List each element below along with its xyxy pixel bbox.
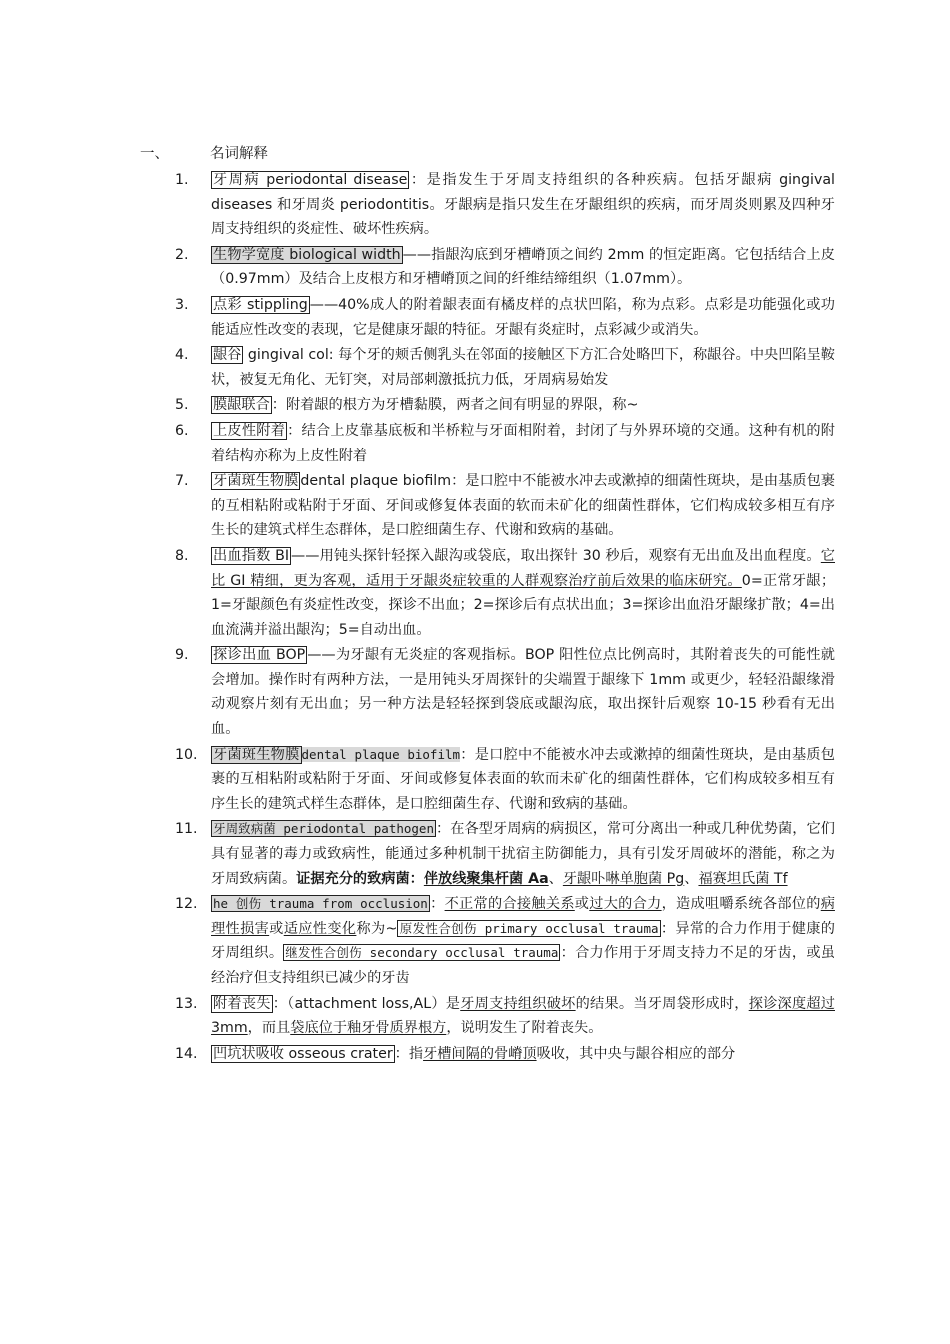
underlined-phrase: 牙龈卟啉单胞菌 Pg [562,870,685,887]
item-number: 5. [175,397,189,414]
boxed-term: 原发性合创伤 primary occlusal trauma [399,920,659,936]
text-run: ——为牙龈有无炎症的客观指标。BOP 阳性位点比例高时，其附着丧失的可能性就会增加。操作时有两种方法，一是用钝头牙周探针的尖端置于龈缘下 1mm 或更少，轻轻沿龈缘滑动观察片刻有无出血；另一种方法是轻轻探到袋底或龈沟底，取出探针后观察 10-15 秒看有无出血。 [211,647,835,738]
text-run: ：在各型牙周病的病损区，常可分离出一种或几种优势菌，它们具有显著的毒力或致病性，能通过多种机制干扰宿主防御能力，具有引发牙周破坏的潜能，称之为牙周致病菌。 [211,821,835,887]
text-run: 证据充分的致病菌： [296,870,424,887]
item-text [211,469,835,543]
text-run: 吸收，其中央与龈谷相应的部分 [536,1045,736,1062]
item-text [211,643,835,741]
item-number: 9. [175,647,189,664]
item-text [211,293,835,342]
underlined-phrase: 伴放线聚集杆菌 Aa [423,870,549,887]
item-text [211,1042,835,1067]
boxed-term: 点彩 stippling [213,296,308,313]
definition-item [175,393,835,418]
boxed-term: 牙菌斑生物膜 [213,746,300,763]
boxed-term: 生物学宽度 biological width [213,246,401,263]
section-title: 名词解释 [210,146,268,162]
text-run: 或 [574,896,590,913]
text-run: ：异常的合力作用于健康的牙周组织。 [211,920,835,962]
text-run: ——指龈沟底到牙槽嵴顶之间约 2mm 的恒定距离。它包括结合上皮（0.97mm）及结合上皮根方和牙槽嵴顶之间的纤维结缔组织（1.07mm）。 [211,246,835,288]
text-run: ：合力作用于牙周支持力不足的牙齿，或虽经治疗但支持组织已减少的牙齿 [211,945,835,986]
boxed-term: 牙菌斑生物膜 [213,473,299,490]
text-run: 、 [684,870,699,887]
definition-item [175,892,835,990]
text-run: ： [429,896,445,913]
definition-item [175,419,835,468]
item-text [211,817,835,891]
item-text [211,343,835,392]
text-run: ，而且 [247,1020,291,1037]
text-run: ：指 [394,1045,424,1062]
item-number: 6. [175,422,189,439]
definition-item [175,743,835,817]
item-number: 10. [175,746,198,763]
item-number: 12. [175,896,198,913]
underlined-phrase: 过大的合力 [589,896,662,913]
definition-item [175,293,835,342]
section-number: 一、 [140,146,169,162]
underlined-phrase: 福赛坦氏菌 Tf [698,870,788,887]
definition-item [175,643,835,741]
definition-item [175,544,835,642]
text-run: ，造成咀嚼系统各部位的 [661,896,821,913]
underlined-phrase: 探诊深度超过 3mm [211,995,835,1037]
item-text [211,419,835,468]
underlined-phrase: 牙槽间隔的骨嵴顶 [423,1045,537,1062]
text-run: ——用钝头探针轻探入龈沟或袋底，取出探针 30 秒后，观察有无出血及出血程度。 [291,547,821,564]
item-text [211,892,835,990]
boxed-term: 附着丧失 [213,995,271,1012]
item-text [211,743,835,817]
text-run: ：（attachment loss,AL）是 [272,995,461,1012]
text-run: 0=正常牙龈；1=牙龈颜色有炎症性改变，探诊不出血；2=探诊后有点状出血；3=探诊出血沿牙龈缘扩散；4=出血流满并溢出龈沟；5=自动出血。 [211,572,836,638]
definition-item [175,469,835,543]
text-run: 称为~ [356,920,398,937]
text-run: dental plaque biofilm：是口腔中不能被水冲去或漱掉的细菌性斑块，是由基质包裹的互相粘附或粘附于牙面、牙间或修复体表面的软而未矿化的细菌性群体，它们构成较多相互有序生长的建筑式样生态群体，是口腔细菌生存、代谢和致病的基础。 [211,473,835,539]
item-text [211,544,835,642]
text-run: ，说明发生了附着丧失。 [446,1020,603,1037]
definition-item [175,1042,835,1067]
item-number: 4. [175,347,189,364]
item-number: 8. [175,547,189,564]
definition-item [175,817,835,891]
boxed-term: 凹坑状吸收 osseous crater [213,1045,393,1062]
definition-item [175,992,835,1041]
boxed-term: 龈谷 [213,347,242,364]
boxed-term: 上皮性附着 [213,422,286,439]
underlined-phrase: 它比 GI 精细，更为客观，适用于牙龈炎症较重的人群观察治疗前后效果的临床研究。 [211,547,835,589]
item-number: 7. [175,473,189,490]
boxed-term: 探诊出血 BOP [213,647,306,664]
item-number: 14. [175,1045,198,1062]
item-text [211,168,835,242]
definition-item [175,243,835,292]
text-run: ：结合上皮靠基底板和半桥粒与牙面相附着，封闭了与外界环境的交通。这种有机的附着结构亦称为上皮性附着 [211,422,835,464]
text-run: ：是指发生于牙周支持组织的各种疾病。包括牙龈病 gingival diseases 和牙周炎 periodontitis。牙龈病是指只发生在牙龈组织的疾病，而牙周炎则累及四种牙周支持组织的炎症性、破坏性疾病。 [211,172,836,238]
definition-item [175,343,835,392]
underlined-phrase: 病理性损害 [211,896,835,937]
item-text [211,393,835,418]
text-run: ：附着龈的根方为牙槽黏膜，两者之间有明显的界限，称~ [271,397,639,414]
underlined-phrase: 袋底位于釉牙骨质界根方 [290,1020,447,1037]
text-run: ：是口腔中不能被水冲去或漱掉的细菌性斑块，是由基质包裹的互相粘附或粘附于牙面、牙间或修复体表面的软而未矿化的细菌性群体，它们构成较多相互有序生长的建筑式样生态群体，是口腔细菌生存、代谢和致病的基础。 [211,746,835,812]
boxed-term: 出血指数 BI [213,547,290,564]
definition-list [175,168,835,1067]
boxed-term: 牙周病 periodontal disease [213,172,408,188]
text-run: 的结果。当牙周袋形成时， [575,995,749,1012]
text-run: 或 [269,920,284,937]
text-run: gingival col: 每个牙的颊舌侧乳头在邻面的接触区下方汇合处略凹下，称龈谷。中央凹陷呈鞍状，被复无角化、无钉突，对局部刺激抵抗力低，牙周病易始发 [211,347,835,388]
underlined-phrase: 不正常的合接触关系 [444,896,575,913]
boxed-term: 牙周致病菌 periodontal pathogen [213,821,434,837]
item-number: 2. [175,246,189,263]
text-run: 、 [548,870,563,887]
text-run: dental plaque biofilm [301,746,461,762]
definition-item [175,168,835,242]
boxed-term: 继发性合创伤 secondary occlusal trauma [285,945,559,961]
underlined-phrase: 适应性变化 [283,920,357,937]
item-number: 11. [175,821,198,838]
underlined-phrase: 牙周支持组织破坏 [460,995,576,1012]
item-number: 13. [175,995,198,1012]
boxed-term: 膜龈联合 [213,397,270,414]
item-number: 1. [175,172,189,188]
item-number: 3. [175,296,189,313]
item-text [211,243,835,292]
boxed-term: he 创伤 trauma from occlusion [213,896,428,912]
item-text [211,992,835,1041]
text-run: ——40%成人的附着龈表面有橘皮样的点状凹陷，称为点彩。点彩是功能强化或功能适应性改变的表现，它是健康牙龈的特征。牙龈有炎症时，点彩减少或消失。 [211,296,835,338]
